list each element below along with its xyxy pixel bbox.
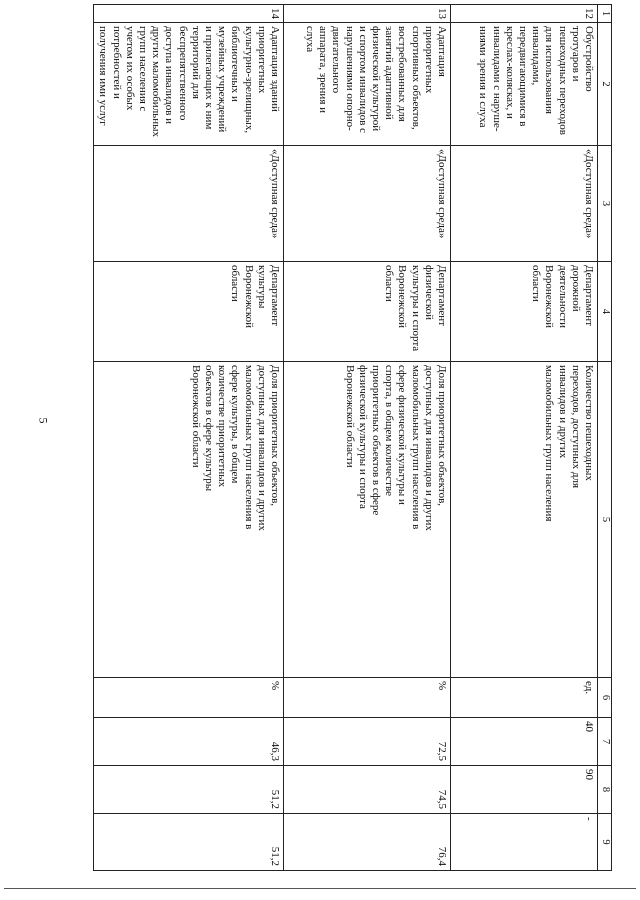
executor-line: Департамент: [269, 265, 281, 327]
indicators-table: [93, 4, 612, 871]
program-cell: «Доступная среда»: [451, 146, 598, 262]
value-2021-cell: 76,4: [284, 814, 451, 871]
executor-line: Воронежской: [543, 265, 556, 329]
value-2021-cell: 51,2: [94, 814, 284, 871]
header-cell: 8: [598, 766, 612, 814]
indicator-line: сфере физической культуры и: [396, 365, 409, 505]
measure-line: спортивных объектов,: [409, 26, 422, 130]
row-number: 12: [451, 5, 598, 23]
executor-cell: [94, 262, 284, 362]
measure-line: ниями зрения и слуха: [477, 26, 490, 128]
measure-line: библиотечных и: [229, 26, 242, 102]
measure-line: Адаптация: [436, 26, 448, 77]
value-2020-cell: 90: [451, 766, 598, 814]
measure-line: приоритетных: [422, 26, 435, 94]
measure-cell: [94, 23, 284, 146]
indicator-line: Воронежской области: [343, 365, 356, 468]
executor-cell: [284, 262, 451, 362]
table-row: [284, 5, 451, 871]
executor-line: Воронежской: [242, 265, 255, 329]
executor-line: области: [383, 265, 396, 302]
indicator-line: доступных для инвалидов и других: [255, 365, 268, 531]
page-number: 5: [36, 417, 51, 424]
header-cell: 6: [598, 678, 612, 718]
measure-cell: [451, 23, 598, 146]
rotated-page: [92, 4, 612, 870]
value-2019-cell: 40: [451, 718, 598, 766]
executor-line: Департамент: [583, 265, 595, 327]
value-2020-cell: 74,5: [284, 766, 451, 814]
header-cell: 1: [598, 5, 612, 23]
program-cell: «Доступная среда»: [284, 146, 451, 262]
row-number: 14: [94, 5, 284, 23]
executor-line: культуры и спорта: [409, 265, 422, 352]
measure-line: инвалидами с наруше-: [490, 26, 503, 132]
indicator-line: сфере культуры, в общем: [229, 365, 242, 484]
header-cell: 9: [598, 814, 612, 871]
executor-line: Департамент: [436, 265, 448, 327]
indicator-cell: [284, 362, 451, 678]
measure-line: других маломобильных: [150, 26, 163, 137]
measure-line: передвигающимися в: [516, 26, 529, 127]
header-cell: 5: [598, 362, 612, 678]
measure-line: слуха: [303, 26, 316, 53]
indicator-line: маломобильных групп населения в: [242, 365, 255, 530]
row-number: 13: [284, 5, 451, 23]
measure-line: нарушениями опорно-: [343, 26, 356, 131]
measure-line: востребованных для: [396, 26, 409, 122]
indicator-line: Доля приоритетных объектов,: [436, 365, 448, 507]
measure-line: потребностей и: [110, 26, 123, 99]
measure-line: Обустройство: [583, 26, 595, 92]
executor-line: области: [229, 265, 242, 302]
measure-line: тротуаров и: [569, 26, 582, 82]
measure-line: и спортом инвалидов с: [356, 26, 369, 134]
unit-cell: %: [284, 678, 451, 718]
measure-line: физической культурой: [369, 26, 382, 132]
table-container: [92, 4, 612, 870]
measure-line: для использования: [543, 26, 556, 114]
header-cell: 2: [598, 23, 612, 146]
table-row: [94, 5, 284, 871]
page-edge-line: [4, 888, 636, 889]
indicator-line: Количество пешеходных: [583, 365, 595, 481]
measure-line: получения ими услуг: [97, 26, 110, 126]
executor-line: дорожной: [569, 265, 582, 312]
executor-line: деятельности: [556, 265, 569, 328]
measure-line: занятий адаптивной: [383, 26, 396, 120]
value-2019-cell: 72,5: [284, 718, 451, 766]
value-2021-cell: -: [451, 814, 598, 871]
header-cell: 3: [598, 146, 612, 262]
executor-line: физической: [422, 265, 435, 320]
indicator-line: приоритетных объектов в сфере: [369, 365, 382, 516]
measure-line: инвалидами,: [530, 26, 543, 86]
executor-cell: [451, 262, 598, 362]
indicator-line: инвалидов и других: [556, 365, 569, 459]
measure-line: территорий для: [189, 26, 202, 99]
indicator-line: маломобильных групп населения: [543, 365, 556, 522]
measure-line: пешеходных переходов: [556, 26, 569, 135]
measure-line: культурно-зрелищных,: [242, 26, 255, 134]
value-2019-cell: 46,3: [94, 718, 284, 766]
indicator-cell: [451, 362, 598, 678]
measure-line: музейных учреждений: [216, 26, 229, 133]
executor-line: Воронежской: [396, 265, 409, 329]
executor-line: культуры: [255, 265, 268, 309]
indicator-line: переходов, доступных для: [569, 365, 582, 489]
measure-line: Адаптация зданий: [269, 26, 281, 112]
executor-line: области: [530, 265, 543, 302]
measure-line: приоритетных: [255, 26, 268, 94]
table-row: [451, 5, 598, 871]
indicator-line: маломобильных групп населения в: [409, 365, 422, 530]
measure-line: креслах-колясках, и: [503, 26, 516, 119]
measure-cell: [284, 23, 451, 146]
header-row: [598, 5, 612, 871]
indicator-line: Воронежской области: [189, 365, 202, 468]
indicator-line: физической культуры и спорта: [356, 365, 369, 509]
indicator-cell: [94, 362, 284, 678]
indicator-line: доступных для инвалидов и других: [422, 365, 435, 531]
value-2020-cell: 51,2: [94, 766, 284, 814]
unit-cell: ед.: [451, 678, 598, 718]
measure-line: доступа инвалидов и: [163, 26, 176, 125]
measure-line: и прилегающих к ним: [202, 26, 215, 130]
measure-line: двигательного: [330, 26, 343, 94]
indicator-line: спорта, в общем количестве: [383, 365, 396, 496]
measure-line: учетом их особых: [123, 26, 136, 111]
header-cell: 4: [598, 262, 612, 362]
indicator-line: количестве приоритетных: [216, 365, 229, 488]
indicator-line: Доля приоритетных объектов,: [269, 365, 281, 507]
header-cell: 7: [598, 718, 612, 766]
unit-cell: %: [94, 678, 284, 718]
indicator-line: объектов в сфере культуры: [202, 365, 215, 492]
measure-line: групп населения с: [136, 26, 149, 112]
program-cell: «Доступная среда»: [94, 146, 284, 262]
measure-line: беспрепятственного: [176, 26, 189, 121]
measure-line: аппарата, зрения и: [317, 26, 330, 114]
